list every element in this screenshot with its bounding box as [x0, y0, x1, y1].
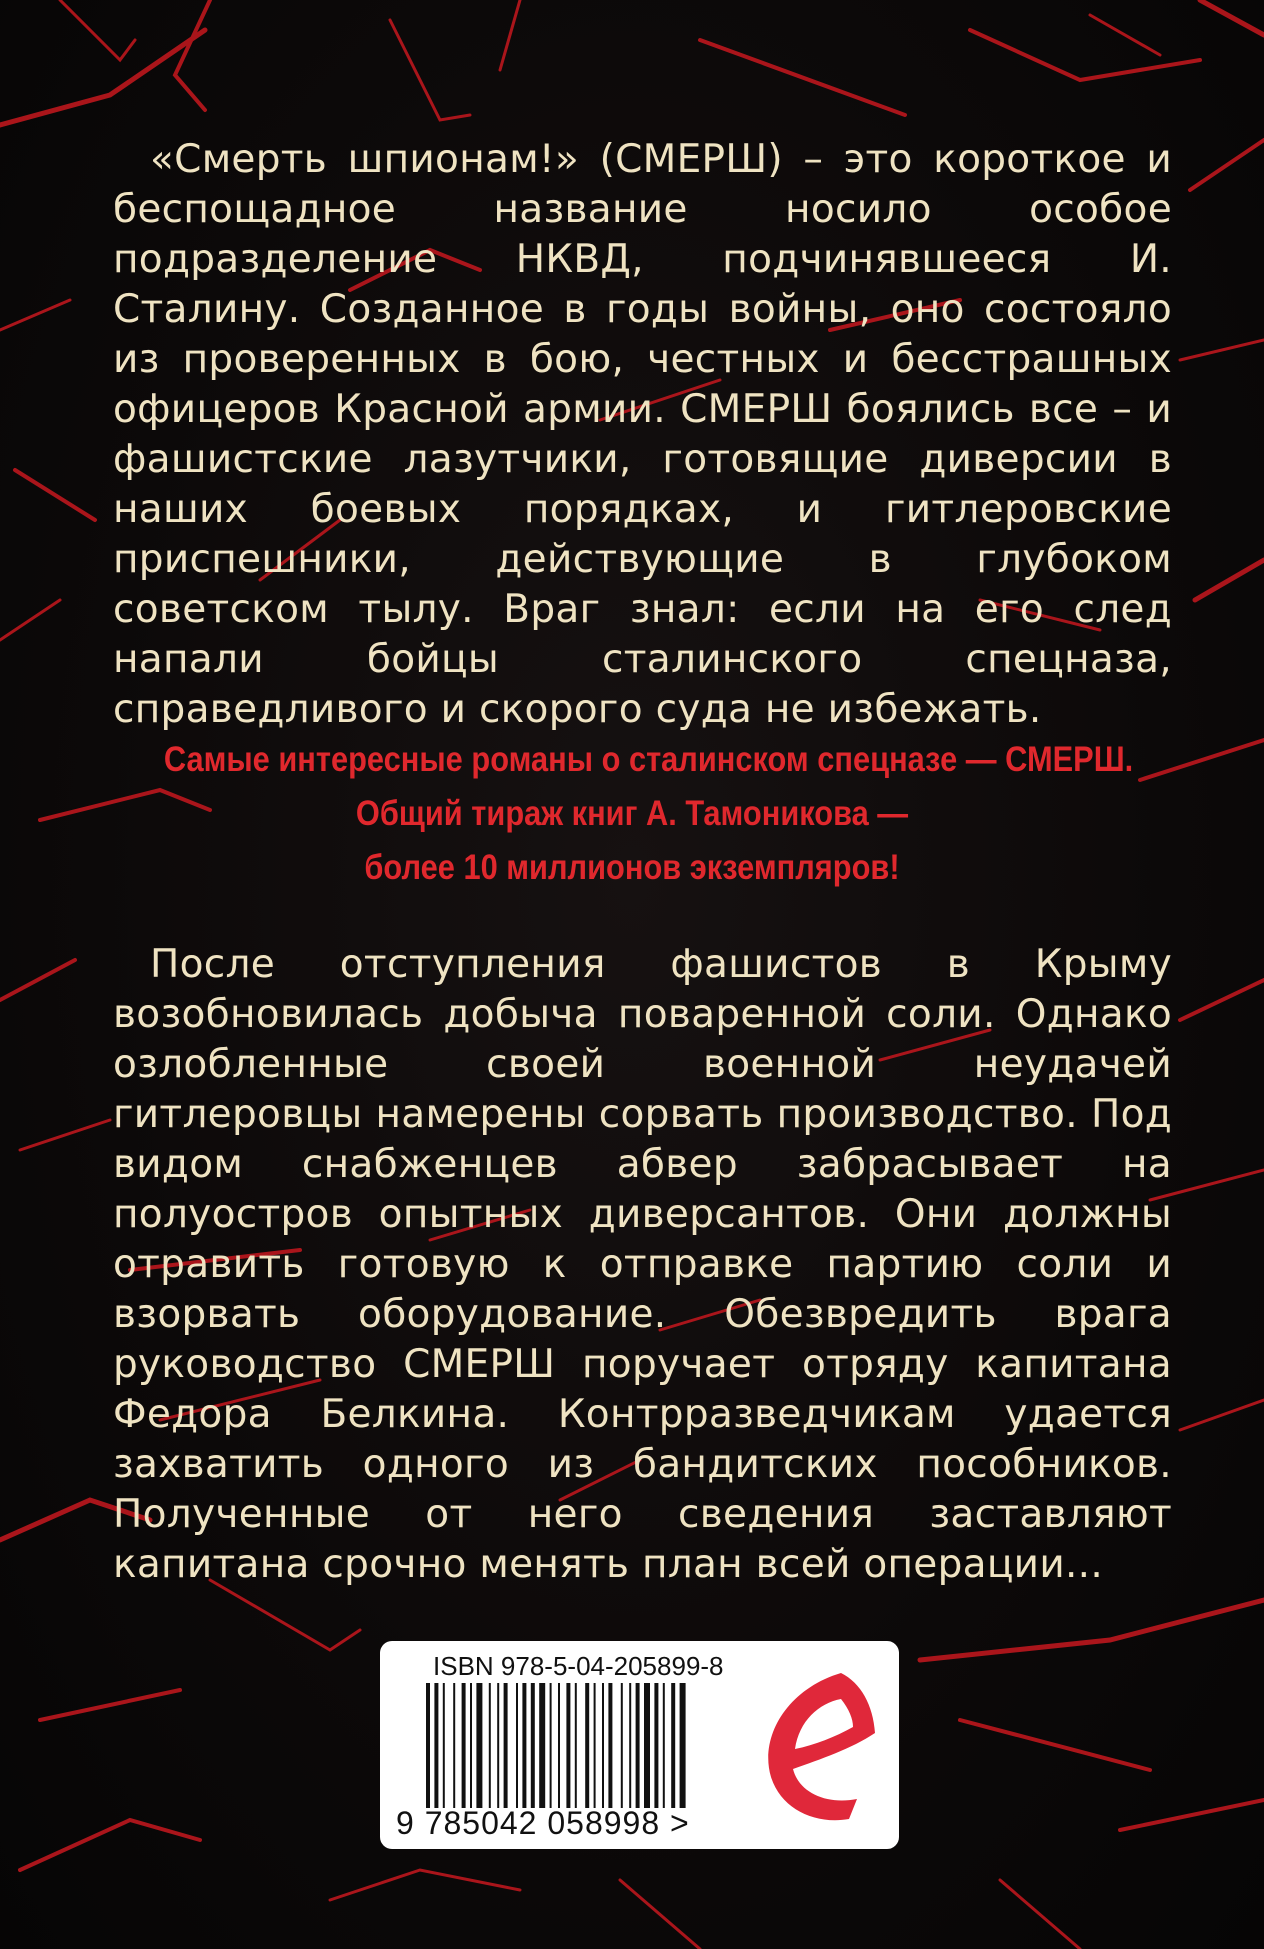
description-paragraph-2 [113, 940, 1172, 1590]
promo-line-3: более 10 миллионов экземпляров! [364, 848, 900, 887]
description-paragraph-1 [113, 135, 1172, 735]
isbn-label: ISBN 978-5-04-205899-8 [433, 1651, 724, 1681]
promo-tagline [163, 733, 1134, 895]
description-paragraph-1-text: «Смерть шпионам!» (СМЕРШ) – это короткое и беспощадное название носило особое подразделение НКВД, подчинявшееся И. Сталину. Созданное в годы войны, оно состояло из проверенных в бою, честных и бесстрашных офицеров Красной армии. СМЕРШ боялись все – и фашистские лазутчики, готовящие диверсии в наших боевых порядках, и гитлеровские приспешники, действующие в глубоком советском тылу. Враг знал: если на его след напали бойцы сталинского спецназа, справедливого и скорого суда не избежать. [113, 137, 1172, 732]
promo-line-2: Общий тираж книг А. Тамоникова — [355, 794, 909, 833]
barcode-number: 9 785042 058998 > [396, 1805, 690, 1841]
barcode-bars [426, 1683, 736, 1808]
description-paragraph-2-text: После отступления фашистов в Крыму возобновилась добыча поваренной соли. Однако озлобленные своей военной неудачей гитлеровцы намерены сорвать производство. Под видом снабженцев абвер забрасывает на полуостров опытных диверсантов. Они должны отравить готовую к отправке партию соли и взорвать оборудование. Обезвредить врага руководство СМЕРШ поручает отряду капитана Федора Белкина. Контрразведчикам удается захватить одного из бандитских пособников. Полученные от него сведения заставляют капитана срочно менять план всей операции... [113, 942, 1172, 1587]
promo-line-1: Самые интересные романы о сталинском спецназе — СМЕРШ. [163, 740, 1134, 779]
barcode-panel [380, 1641, 899, 1849]
publisher-logo-icon [753, 1659, 883, 1831]
